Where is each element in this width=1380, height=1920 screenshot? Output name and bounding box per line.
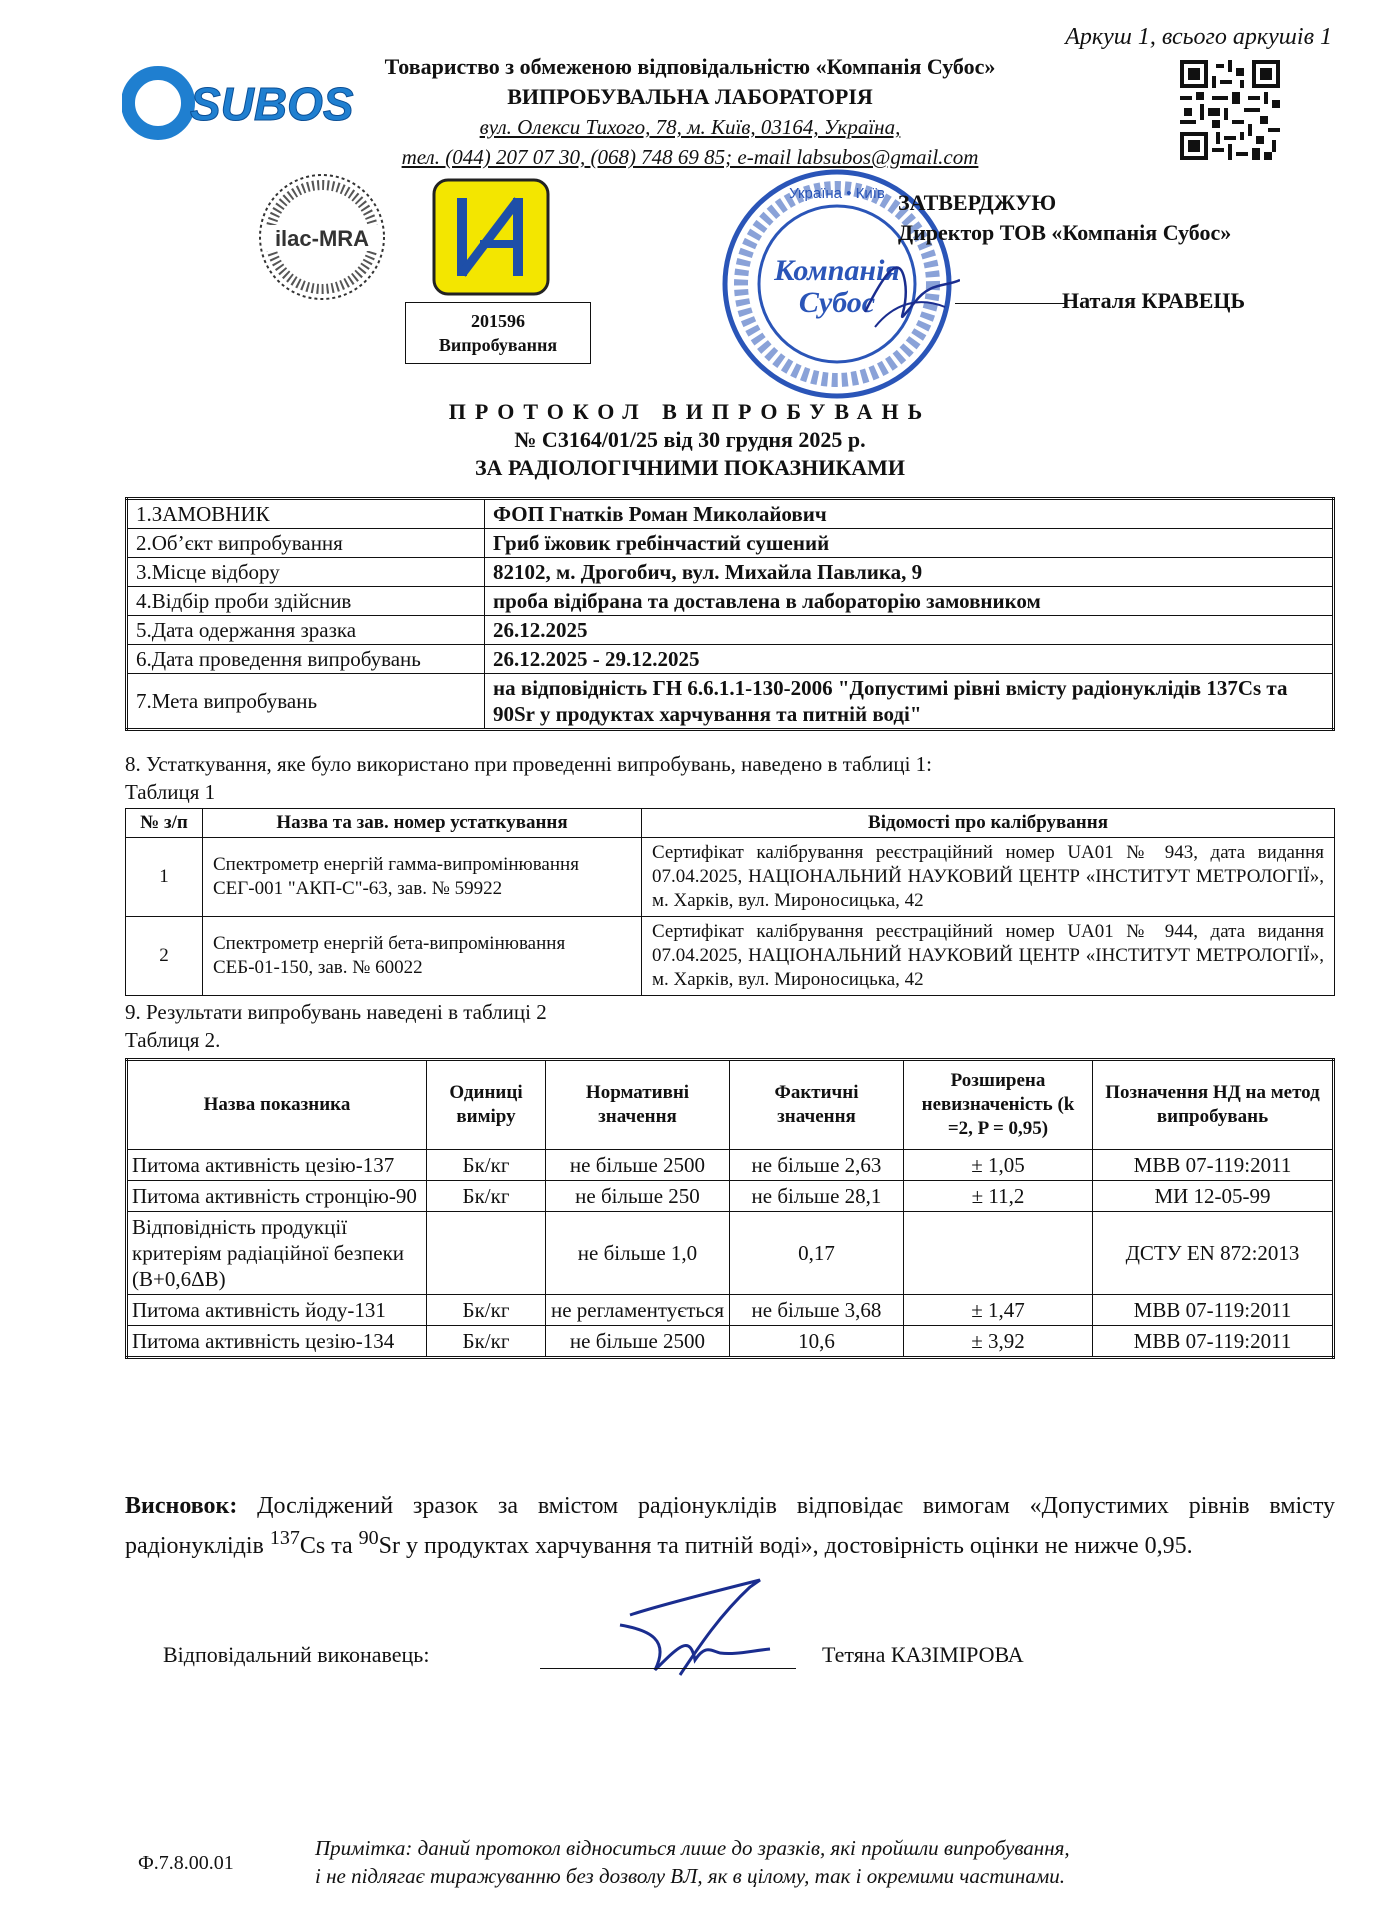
result-row (127, 1150, 1334, 1181)
executor-signature (610, 1575, 780, 1680)
organization-header (0, 52, 1380, 172)
unit: Бк/кг (427, 1150, 546, 1181)
table1-caption: Таблиця 1 (125, 780, 216, 804)
executor-signature-line (540, 1668, 796, 1669)
uncertainty: ± 11,2 (904, 1181, 1093, 1212)
footer-note (315, 1834, 1070, 1890)
result-row (127, 1295, 1334, 1326)
conclusion-text2: Sr у продуктах харчування та питній воді», достовірність оцінки не нижче 0,95. (378, 1533, 1193, 1559)
equipment-text: 8. Устаткування, яке було використано при проведенні випробувань, наведено в таблиці 1: (125, 752, 933, 776)
accreditation-mark-icon (432, 178, 550, 296)
title-line3: ЗА РАДІОЛОГІЧНИМИ ПОКАЗНИКАМИ (474, 455, 906, 480)
equipment-table (125, 808, 1335, 996)
col-fact: Фактичні значення (730, 1060, 904, 1150)
calibration-info: Сертифікат калібрування реєстраційний номер UA01 № 944, дата видання 07.04.2025, НАЦІОНАЛЬНИЙ НАУКОВИЙ ЦЕНТР «ІНСТИТУТ МЕТРОЛОГІЇ», м. Харків, вул. Мироносицька, 42 (642, 917, 1335, 996)
indicator-name: Питома активність цезію-137 (127, 1150, 427, 1181)
fact-value: 10,6 (730, 1326, 904, 1358)
unit: Бк/кг (427, 1295, 546, 1326)
lab-name: ВИПРОБУВАЛЬНА ЛАБОРАТОРІЯ (507, 84, 873, 109)
info-key: 3.Місце відбору (127, 558, 485, 587)
indicator-name: Питома активність йоду-131 (127, 1295, 427, 1326)
accreditation-label: Випробування (438, 335, 558, 355)
info-value: ФОП Гнатків Роман Миколайович (485, 499, 1334, 529)
accreditation-box (405, 302, 591, 364)
fact-value: 0,17 (730, 1212, 904, 1295)
approval-block (898, 188, 1231, 248)
info-row (127, 616, 1334, 645)
lab-address: вул. Олекси Тихого, 78, м. Київ, 03164, Україна, (479, 115, 901, 139)
col-equipment: Назва та зав. номер устаткування (203, 809, 642, 838)
title-line2: № С3164/01/25 від 30 грудня 2025 р. (514, 427, 866, 452)
protocol-info-table (125, 497, 1335, 731)
fact-value: не більше 3,68 (730, 1295, 904, 1326)
stamp-ring-text: Україна • Київ (789, 185, 885, 202)
calibration-info: Сертифікат калібрування реєстраційний номер UA01 № 943, дата видання 07.04.2025, НАЦІОНАЛЬНИЙ НАУКОВИЙ ЦЕНТР «ІНСТИТУТ МЕТРОЛОГІЇ», м. Харків, вул. Мироносицька, 42 (642, 838, 1335, 917)
sheet-count-note: Аркуш 1, всього аркушів 1 (1065, 24, 1332, 50)
lab-contacts: тел. (044) 207 07 30, (068) 748 69 85; e-mail labsubos@gmail.com (401, 145, 979, 169)
results-table (125, 1058, 1335, 1359)
equipment-number: 1 (126, 838, 203, 917)
method-standard: МВВ 07-119:2011 (1093, 1295, 1334, 1326)
conclusion-sup2: 90 (358, 1527, 379, 1549)
logo-text: SUBOS (190, 78, 354, 130)
results-section (125, 998, 547, 1054)
note-line1: Примітка: даний протокол відноситься лише до зразків, які пройшли випробування, (315, 1836, 1070, 1860)
director-name: Наталя КРАВЕЦЬ (1062, 288, 1246, 313)
result-row (127, 1326, 1334, 1358)
norm-value: не більше 2500 (546, 1326, 730, 1358)
norm-value: не більше 250 (546, 1181, 730, 1212)
equipment-number: 2 (126, 917, 203, 996)
stamp-line2: Субос (798, 286, 876, 319)
unit (427, 1212, 546, 1295)
info-key: 7.Мета випробувань (127, 674, 485, 730)
note-line2: і не підлягає тиражуванню без дозволу ВЛ, як в цілому, так і окремими частинами. (315, 1864, 1065, 1888)
conclusion-text1: Досліджений зразок за вмістом радіонуклідів відповідає вимогам «Допустимих рівнів вмісту радіонуклідів (125, 1493, 1335, 1559)
equipment-table-header (126, 809, 1335, 838)
unit: Бк/кг (427, 1181, 546, 1212)
conclusion-mid: Cs та (299, 1533, 359, 1559)
uncertainty (904, 1212, 1093, 1295)
norm-value: не більше 2500 (546, 1150, 730, 1181)
result-row (127, 1181, 1334, 1212)
info-value: 82102, м. Дрогобич, вул. Михайла Павлика, 9 (485, 558, 1334, 587)
equipment-row (126, 838, 1335, 917)
info-key: 1.ЗАМОВНИК (127, 499, 485, 529)
info-row (127, 587, 1334, 616)
method-standard: МИ 12-05-99 (1093, 1181, 1334, 1212)
uncertainty: ± 3,92 (904, 1326, 1093, 1358)
info-value: на відповідність ГН 6.6.1.1-130-2006 "Допустимі рівні вмісту радіонуклідів 137Cs та 90Sr у продуктах харчування та питній воді" (485, 674, 1334, 730)
conclusion-sup1: 137 (269, 1527, 300, 1549)
fact-value: не більше 28,1 (730, 1181, 904, 1212)
form-code: Ф.7.8.00.01 (138, 1852, 234, 1874)
method-standard: МВВ 07-119:2011 (1093, 1150, 1334, 1181)
stamp-line1: Компанія (774, 254, 900, 287)
col-indicator: Назва показника (127, 1060, 427, 1150)
uncertainty: ± 1,47 (904, 1295, 1093, 1326)
qr-code-icon (1180, 60, 1280, 160)
norm-value: не регламентується (546, 1295, 730, 1326)
col-uncertainty: Розширена невизначеність (k =2, P = 0,95) (904, 1060, 1093, 1150)
equipment-name: Спектрометр енергій бета-випромінювання СЕБ-01-150, зав. № 60022 (203, 917, 642, 996)
accreditation-number: 201596 (471, 311, 525, 331)
info-value: 26.12.2025 (485, 616, 1334, 645)
indicator-name: Відповідність продукції критеріям радіаційної безпеки (В+0,6ΔВ) (127, 1212, 427, 1295)
info-key: 4.Відбір проби здійснив (127, 587, 485, 616)
info-row (127, 499, 1334, 529)
ilac-mra-mark (255, 170, 390, 305)
col-norm: Нормативні значення (546, 1060, 730, 1150)
result-row (127, 1212, 1334, 1295)
table2-caption: Таблиця 2. (125, 1028, 221, 1052)
unit: Бк/кг (427, 1326, 546, 1358)
col-number: № з/п (126, 809, 203, 838)
info-row (127, 674, 1334, 730)
info-row (127, 645, 1334, 674)
ilac-text: ilac-MRA (274, 226, 370, 251)
col-unit: Одиниці виміру (427, 1060, 546, 1150)
norm-value: не більше 1,0 (546, 1212, 730, 1295)
method-standard: ДСТУ EN 872:2013 (1093, 1212, 1334, 1295)
executor-label: Відповідальний виконавець: (163, 1642, 430, 1667)
equipment-row (126, 917, 1335, 996)
info-row (127, 558, 1334, 587)
conclusion (125, 1490, 1335, 1562)
indicator-name: Питома активність стронцію-90 (127, 1181, 427, 1212)
protocol-title (0, 398, 1380, 482)
results-table-header (127, 1060, 1334, 1150)
approval-heading: ЗАТВЕРДЖУЮ (898, 190, 1057, 215)
info-value: проба відібрана та доставлена в лабораторію замовником (485, 587, 1334, 616)
conclusion-label: Висновок: (125, 1493, 238, 1519)
info-key: 2.Об’єкт випробування (127, 529, 485, 558)
col-method: Позначення НД на метод випробувань (1093, 1060, 1334, 1150)
organization-name: Товариство з обмеженою відповідальністю «Компанія Субос» (384, 54, 996, 79)
equipment-name: Спектрометр енергій гамма-випромінювання СЕГ-001 "АКП-С"-63, зав. № 59922 (203, 838, 642, 917)
info-key: 6.Дата проведення випробувань (127, 645, 485, 674)
col-calibration: Відомості про калібрування (642, 809, 1335, 838)
equipment-section (125, 750, 932, 806)
method-standard: МВВ 07-119:2011 (1093, 1326, 1334, 1358)
info-value: Гриб їжовик гребінчастий сушений (485, 529, 1334, 558)
approval-position: Директор ТОВ «Компанія Субос» (898, 220, 1232, 245)
executor-name: Тетяна КАЗІМІРОВА (822, 1642, 1024, 1667)
info-key: 5.Дата одержання зразка (127, 616, 485, 645)
info-value: 26.12.2025 - 29.12.2025 (485, 645, 1334, 674)
uncertainty: ± 1,05 (904, 1150, 1093, 1181)
director-signature-line (955, 303, 1065, 304)
fact-value: не більше 2,63 (730, 1150, 904, 1181)
title-line1: ПРОТОКОЛ ВИПРОБУВАНЬ (448, 399, 932, 424)
indicator-name: Питома активність цезію-134 (127, 1326, 427, 1358)
results-text: 9. Результати випробувань наведені в таблиці 2 (125, 1000, 547, 1024)
info-row (127, 529, 1334, 558)
